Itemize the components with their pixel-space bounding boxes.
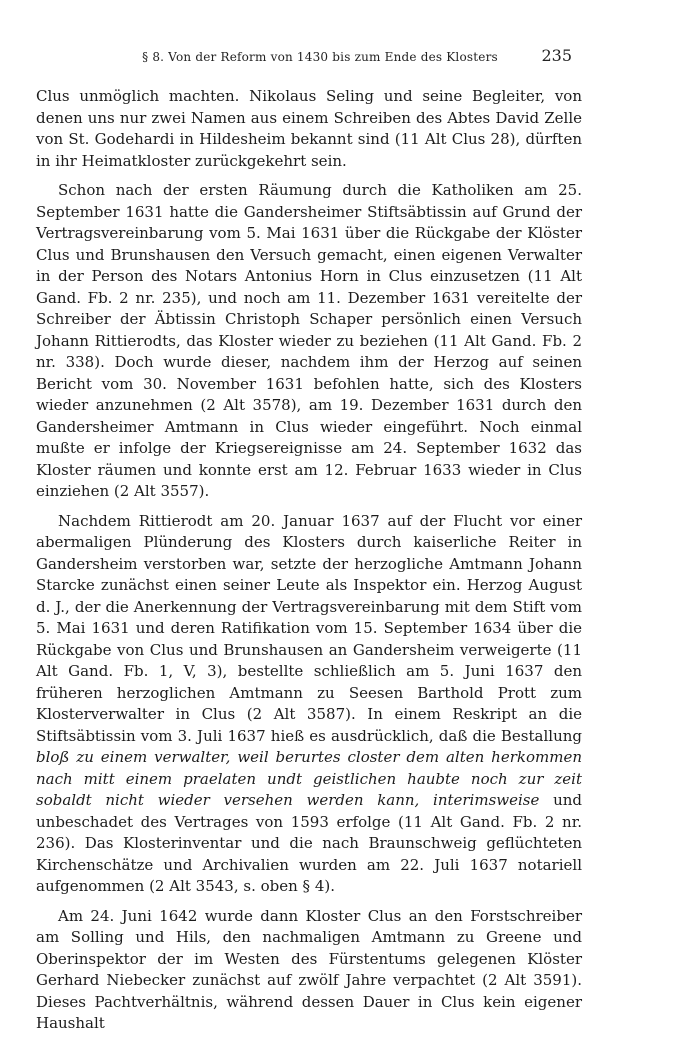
paragraph-4: Am 24. Juni 1642 wurde dann Kloster Clus an den Forstschreiber am Solling und Hils, den nachmaligen Amtmann zu Greene und Oberinspektor der im Westen des Fürstentums gelegenen Klöster Gerhard Niebecker zunächst auf zwölf Jahre verpachtet (2 Alt 3591). Dieses Pachtverhältnis, während dessen Dauer in Clus kein eigener Haushalt	[36, 906, 582, 1032]
paragraph-2: Schon nach der ersten Räumung durch die Katholiken am 25. September 1631 hatte die Gandersheimer Stiftsäbtissin auf Grund der Vertragsvereinbarung vom 5. Mai 1631 über die Rückgabe der Klöster Clus und Brunshausen den Versuch gemacht, einen eigenen Verwalter in der Person des Notars Antonius Horn in Clus einzusetzen (11 Alt Gand. Fb. 2 nr. 235), und noch am 11. Dezember 1631 vereitelte der Schreiber der Äbtissin Christoph Schaper persönlich einen Versuch Johann Rittierodts, das Kloster wieder zu beziehen (11 Alt Gand. Fb. 2 nr. 338). Doch wurde dieser, nachdem ihm der Herzog auf seinen Bericht vom 30. November 1631 befohlen hatte, sich des Klosters wieder anzunehmen (2 Alt 3578), am 19. Dezember 1631 durch den Gandersheimer Amtmann in Clus wieder eingeführt. Noch einmal mußte er infolge der Kriegsereignisse am 24. September 1632 das Kloster räumen und konnte erst am 12. Februar 1633 wieder in Clus einziehen (2 Alt 3557).	[36, 181, 582, 500]
quoted-passage-italic: bloß zu einem verwalter, weil berurtes closter dem alten herkommen nach mitt einem praelaten undt geistlichen haubte noch zur zeit sobaldt nicht wieder versehen werden kann, interimsweise	[36, 748, 582, 809]
paragraph-3-text-after: und unbeschadet des Vertrages von 1593 erfolge (11 Alt Gand. Fb. 2 nr. 236). Das Klosterinventar und die nach Braunschweig geflüchteten Kirchenschätze und Archivalien wurden am 22. Juli 1637 notariell aufgenommen (2 Alt 3543, s. oben § 4).	[36, 791, 582, 895]
page-number: 235	[541, 46, 572, 65]
body-text	[36, 86, 582, 1043]
running-header	[120, 46, 590, 70]
paragraph-1: Clus unmöglich machten. Nikolaus Seling und seine Begleiter, von denen uns nur zwei Namen aus einem Schreiben des Abtes David Zelle von St. Godehardi in Hildesheim bekannt sind (11 Alt Clus 28), dürften in ihr Heimatkloster zurückgekehrt sein.	[36, 87, 582, 170]
header-title: § 8. Von der Reform von 1430 bis zum Ende des Klosters	[142, 50, 498, 64]
paragraph-3	[36, 511, 582, 898]
paragraph-3-text-before: Nachdem Rittierodt am 20. Januar 1637 auf der Flucht vor einer abermaligen Plünderung des Klosters durch kaiserliche Reiter in Gandersheim verstorben war, setzte der herzogliche Amtmann Johann Starcke zunächst einen seiner Leute als Inspektor ein. Herzog August d. J., der die Anerkennung der Vertragsvereinbarung mit dem Stift vom 5. Mai 1631 und deren Ratifikation vom 15. September 1634 über die Rückgabe von Clus und Brunshausen an Gandersheim verweigerte (11 Alt Gand. Fb. 1, V, 3), bestellte schließlich am 5. Juni 1637 den früheren herzoglichen Amtmann zu Seesen Barthold Prott zum Klosterverwalter in Clus (2 Alt 3587). In einem Reskript an die Stiftsäbtissin vom 3. Juli 1637 hieß es ausdrücklich, daß die Bestallung	[36, 511, 582, 745]
